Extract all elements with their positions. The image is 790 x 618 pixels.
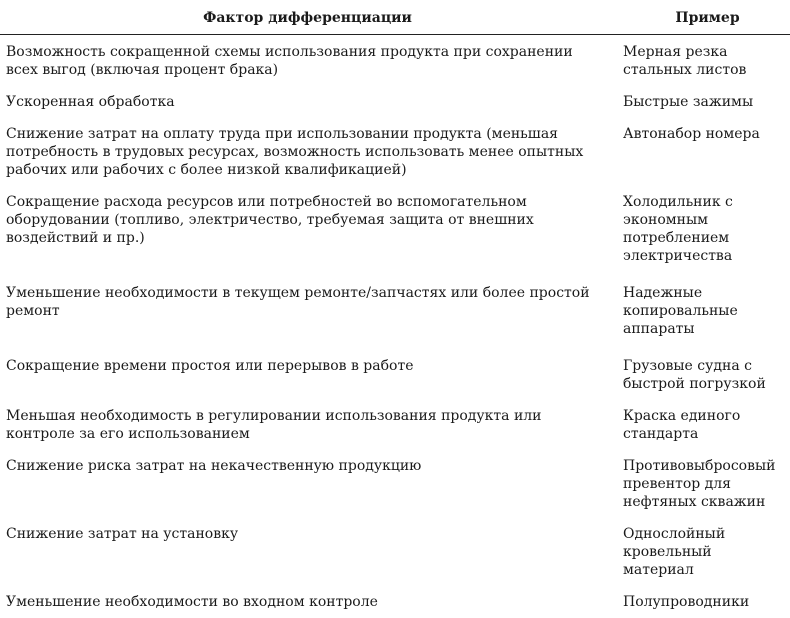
example-cell: Противовыбросовый превентор для нефтяных скважин	[615, 450, 790, 518]
example-cell: Однослойный кровельный материал	[615, 518, 790, 586]
example-cell: Мерная резка стальных листов	[615, 35, 790, 87]
example-cell: Полупроводники	[615, 586, 790, 618]
table-row	[0, 586, 790, 618]
factor-cell: Снижение затрат на оплату труда при использовании продукта (меньшая потребность в трудовых ресурсах, возможность использовать менее опытных рабочих или рабочих с более низкой квалификацией)	[0, 118, 615, 186]
example-cell: Краска единого стандарта	[615, 400, 790, 450]
column-header-factor: Фактор дифференциации	[0, 0, 615, 35]
example-cell: Грузовые судна с быстрой погрузкой	[615, 350, 790, 400]
factor-cell: Сокращение времени простоя или перерывов в работе	[0, 350, 615, 400]
example-cell: Надежные копировальные аппараты	[615, 277, 790, 350]
factor-cell: Возможность сокращенной схемы использования продукта при сохранении всех выгод (включая процент брака)	[0, 35, 615, 87]
table-header	[0, 0, 790, 35]
table-row	[0, 400, 790, 450]
factor-cell: Уменьшение необходимости в текущем ремонте/запчастях или более простой ремонт	[0, 277, 615, 350]
table-row	[0, 186, 790, 277]
example-cell: Холодильник с экономным потреблением электричества	[615, 186, 790, 277]
factor-cell: Снижение затрат на установку	[0, 518, 615, 586]
table-row	[0, 350, 790, 400]
column-header-example: Пример	[615, 0, 790, 35]
example-cell: Быстрые зажимы	[615, 86, 790, 118]
factor-cell: Уменьшение необходимости во входном контроле	[0, 586, 615, 618]
factor-cell: Снижение риска затрат на некачественную продукцию	[0, 450, 615, 518]
table-body	[0, 35, 790, 618]
table-row	[0, 518, 790, 586]
table-row	[0, 450, 790, 518]
table-row	[0, 118, 790, 186]
factor-cell: Сокращение расхода ресурсов или потребностей во вспомогательном оборудовании (топливо, электричество, требуемая защита от внешних воздействий и пр.)	[0, 186, 615, 277]
table-row	[0, 277, 790, 350]
factor-cell: Меньшая необходимость в регулировании использования продукта или контроле за его использованием	[0, 400, 615, 450]
header-row	[0, 0, 790, 35]
table-row	[0, 35, 790, 87]
example-cell: Автонабор номера	[615, 118, 790, 186]
table-row	[0, 86, 790, 118]
factor-cell: Ускоренная обработка	[0, 86, 615, 118]
